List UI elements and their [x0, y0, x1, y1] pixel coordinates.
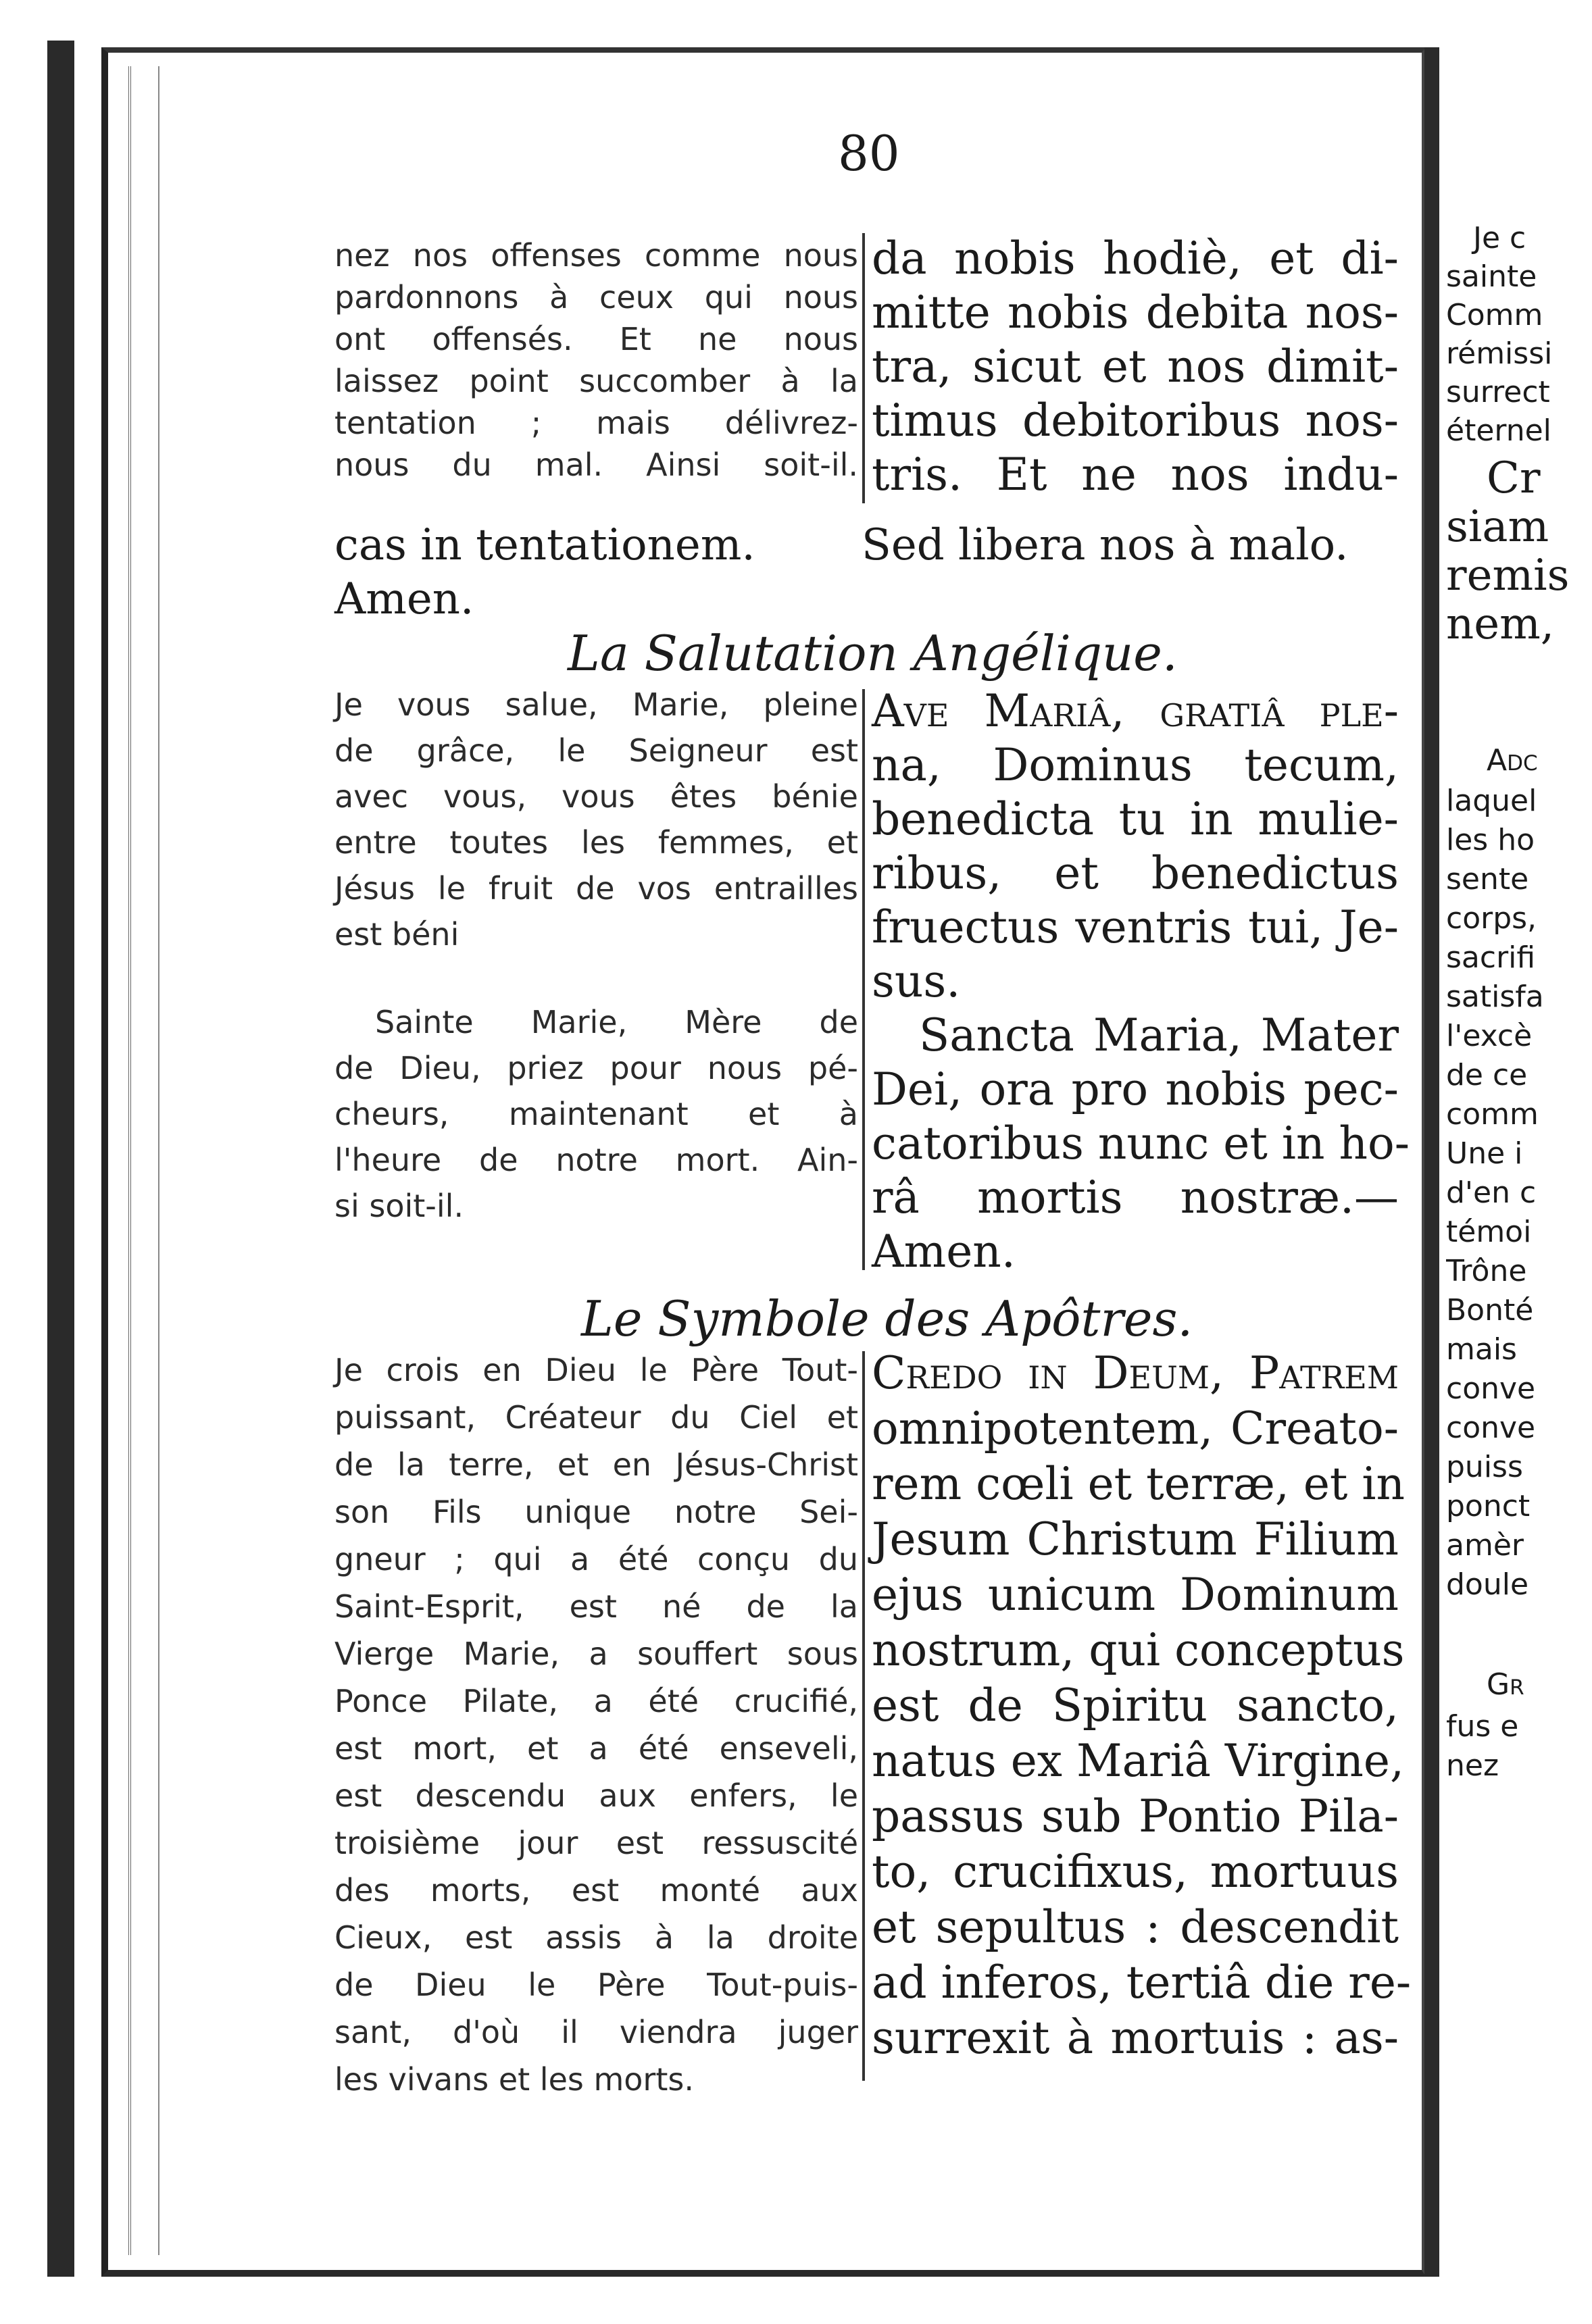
- text-line: Jesum Christum Filium: [872, 1513, 1399, 1565]
- text-line: d'en c: [1446, 1176, 1537, 1210]
- text-line: surrexit à mortuis : as-: [872, 2012, 1399, 2064]
- text-line: laissez point succomber à la: [334, 363, 858, 399]
- text-line: les vivans et les morts.: [334, 2061, 694, 2098]
- scan-edge-left: [0, 0, 74, 2324]
- text-line: mitte nobis debita nos-: [872, 286, 1399, 338]
- facing-page-fragment: [1446, 223, 1592, 1790]
- text-line: Comm: [1446, 298, 1543, 332]
- text-line: sente: [1446, 862, 1529, 896]
- text-line: comm: [1446, 1097, 1539, 1132]
- text-line: to, crucifixus, mortuus: [872, 1846, 1399, 1898]
- text-line: ont offensés. Et ne nous: [334, 321, 858, 357]
- text-line: conve: [1446, 1411, 1536, 1445]
- text-line: Trône: [1446, 1254, 1527, 1288]
- lords-prayer-shared-line: [334, 520, 1399, 570]
- text-line: benedicta tu in mulie-: [872, 793, 1399, 845]
- text-line: des morts, est monté aux: [334, 1872, 858, 1909]
- text-line: mais: [1446, 1332, 1517, 1367]
- text-line: l'heure de notre mort. Ain-: [334, 1142, 858, 1178]
- text-line: ejus unicum Dominum: [872, 1569, 1399, 1621]
- text-line: amèr: [1446, 1528, 1524, 1563]
- text-line: sant, d'où il viendra juger: [334, 2014, 858, 2050]
- salutation-french-1: [334, 686, 858, 953]
- text-line: Jésus le fruit de vos entrailles: [334, 870, 858, 907]
- text-line: si soit-il.: [334, 1188, 464, 1224]
- text-line: Dei, ora pro nobis pec-: [872, 1063, 1399, 1115]
- text-line: Cieux, est assis à la droite: [334, 1919, 858, 1956]
- text-line: nem,: [1446, 599, 1555, 649]
- text-line: siam: [1446, 502, 1549, 552]
- text-line: surrect: [1446, 375, 1550, 409]
- text-line: entre toutes les femmes, et: [334, 824, 858, 861]
- amen-line: Amen.: [334, 574, 474, 624]
- salutation-latin-1: [872, 685, 1399, 1007]
- text-line: ad inferos, tertiâ die re-: [872, 1956, 1412, 2009]
- text-line: éternel: [1446, 413, 1551, 448]
- text-line: Adc: [1487, 743, 1538, 778]
- text-line: nez: [1446, 1748, 1499, 1783]
- text-line: natus ex Mariâ Virgine,: [872, 1735, 1404, 1787]
- text-line: nostrum, qui conceptus: [872, 1624, 1405, 1676]
- text-line: laquel: [1446, 784, 1537, 818]
- text-line: est mort, et a été enseveli,: [334, 1730, 858, 1767]
- text-line: cheurs, maintenant et à: [334, 1096, 858, 1132]
- text-line: Ponce Pilate, a été crucifié,: [334, 1683, 858, 1719]
- creed-heading: Le Symbole des Apôtres.: [581, 1290, 1193, 1347]
- text-line: doule: [1446, 1567, 1529, 1602]
- text-line: l'excè: [1446, 1019, 1533, 1053]
- text-line: conve: [1446, 1371, 1536, 1406]
- text-line: omnipotentem, Creato-: [872, 1403, 1399, 1455]
- column-divider: [862, 233, 865, 503]
- text-line: de Dieu le Père Tout-puis-: [334, 1967, 858, 2003]
- text-line: tentation ; mais délivrez-: [334, 405, 858, 441]
- text-line: Sainte Marie, Mère de: [375, 1004, 858, 1040]
- text-line: puiss: [1446, 1450, 1523, 1484]
- creed-latin: [872, 1347, 1412, 2064]
- lords-prayer-french: [334, 237, 858, 483]
- text-line: Bonté: [1446, 1293, 1534, 1328]
- text-line: ponct: [1446, 1489, 1531, 1523]
- text-line: Cr: [1487, 453, 1541, 503]
- text-line: Je c: [1473, 223, 1526, 255]
- text-line: est béni: [334, 916, 459, 953]
- text-line: rem cœli et terræ, et in: [872, 1458, 1406, 1510]
- text-line: catoribus nunc et in ho-: [872, 1117, 1410, 1169]
- text-line: témoi: [1446, 1215, 1532, 1249]
- text-line: [1446, 651, 1592, 745]
- text-line: Credo in Deum, Patrem: [872, 1347, 1399, 1399]
- text-line: sacrifi: [1446, 940, 1536, 975]
- salutation-french-2: [334, 1004, 858, 1224]
- text-line: troisième jour est ressuscité: [334, 1825, 858, 1861]
- salutation-latin-2: [872, 1009, 1410, 1278]
- text-line: remis: [1446, 551, 1570, 601]
- text-line: Sed libera nos à malo.: [862, 520, 1349, 570]
- text-line: est descendu aux enfers, le: [334, 1777, 858, 1814]
- text-line: tra, sicut et nos dimit-: [872, 340, 1399, 393]
- text-line: corps,: [1446, 901, 1537, 936]
- lords-prayer-latin: [872, 232, 1399, 501]
- text-line: de grâce, le Seigneur est: [334, 732, 858, 769]
- creed-french: [334, 1352, 858, 2098]
- text-line: [1446, 1609, 1592, 1669]
- text-line: fus e: [1446, 1709, 1519, 1744]
- text-line: Saint-Esprit, est né de la: [334, 1588, 858, 1625]
- text-line: fruectus ventris tui, Je-: [872, 901, 1399, 953]
- text-line: Ave Mariâ, gratiâ ple-: [872, 685, 1399, 737]
- text-line: gneur ; qui a été conçu du: [334, 1541, 858, 1577]
- text-line: passus sub Pontio Pila-: [872, 1790, 1399, 1842]
- text-line: est de Spiritu sancto,: [872, 1679, 1399, 1732]
- text-line: râ mortis nostræ.—: [872, 1171, 1399, 1223]
- text-line: sus.: [872, 955, 961, 1007]
- text-line: Vierge Marie, a souffert sous: [334, 1636, 858, 1672]
- text-line: avec vous, vous êtes bénie: [334, 778, 858, 815]
- text-line: et sepultus : descendit: [872, 1901, 1399, 1953]
- salutation-heading: La Salutation Angélique.: [568, 625, 1178, 682]
- text-line: ribus, et benedictus: [872, 847, 1399, 899]
- text-line: Une i: [1446, 1136, 1523, 1171]
- column-divider: [862, 689, 865, 1270]
- text-line: da nobis hodiè, et di-: [872, 232, 1399, 284]
- text-line: puissant, Créateur du Ciel et: [334, 1399, 858, 1436]
- text-line: les ho: [1446, 823, 1535, 857]
- text-line: nous du mal. Ainsi soit-il.: [334, 447, 858, 483]
- text-line: Amen.: [872, 1226, 1016, 1278]
- text-line: son Fils unique notre Sei-: [334, 1494, 858, 1530]
- text-line: de ce: [1446, 1058, 1528, 1092]
- text-line: nez nos offenses comme nous: [334, 237, 858, 274]
- text-line: cas in tentationem.: [334, 520, 755, 570]
- page-number: 80: [838, 125, 900, 182]
- text-line: pardonnons à ceux qui nous: [334, 279, 858, 315]
- text-line: sainte: [1446, 259, 1537, 294]
- text-line: Gr: [1487, 1667, 1524, 1702]
- text-line: de la terre, et en Jésus-Christ: [334, 1446, 858, 1483]
- column-divider: [862, 1351, 865, 2081]
- text-line: na, Dominus tecum,: [872, 739, 1399, 791]
- text-line: tris. Et ne nos indu-: [872, 449, 1399, 501]
- text-line: Je vous salue, Marie, pleine: [334, 686, 858, 723]
- text-line: de Dieu, priez pour nous pé-: [334, 1050, 858, 1086]
- text-line: timus debitoribus nos-: [872, 395, 1399, 447]
- text-line: rémissi: [1446, 336, 1553, 371]
- book-gutter: [1424, 47, 1439, 2277]
- text-line: Sancta Maria, Mater: [919, 1009, 1399, 1061]
- text-line: Je crois en Dieu le Père Tout-: [334, 1352, 858, 1388]
- text-line: satisfa: [1446, 980, 1544, 1014]
